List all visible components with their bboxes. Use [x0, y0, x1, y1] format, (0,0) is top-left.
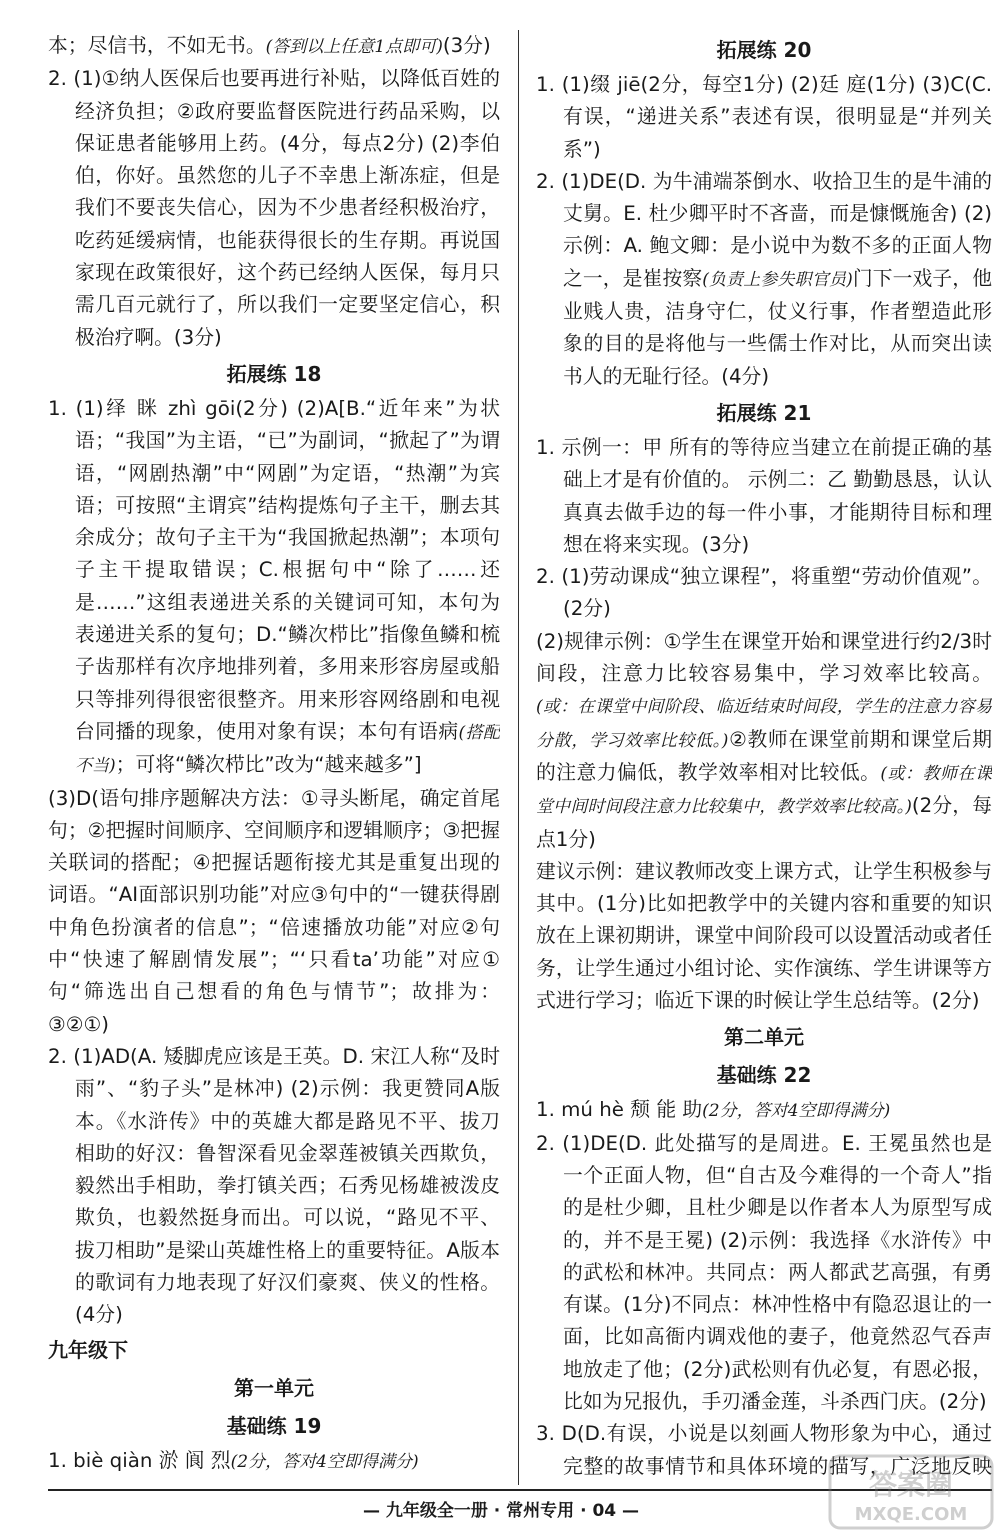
watermark-text: 答案圈	[868, 1468, 954, 1501]
answer-paragraph: 建议示例：建议教师改变上课方式，让学生积极参与其中。(1分)比如把教学中的关键内容和重要的知识放在上课初期讲，课堂中间阶段可以设置活动或者任务，让学生通过小组讨论、实作演练、学生讲课等方式进行学习；临近下课的时候让学生总结等。(2分)	[536, 859, 992, 1013]
answer-paragraph: 2. (1)DE(D. 此处描写的是周进。E. 王冕虽然也是一个正面人物，但“自古及今难得的一个奇人”指的是杜少卿，且杜少卿是以作者本人为原型写成的，并不是王冕) (2)示例：我选择《水浒传》中的武松和林冲。共同点：两人都武艺高强，有勇有谋。(1分)不同点：林冲性格中有隐忍退让的一面，比如高衙内调戏他的妻子，他竟然忍气吞声地放走了他；(2分)武松则有仇必复，有恩必报，比如为兄报仇，手刃潘金莲，斗杀西门庆。(2分)	[536, 1131, 992, 1413]
answer-note: (或：教师在课堂中间时间段注意力比较集中，教学效率比较高。)	[536, 763, 992, 818]
page-footer: — 九年级全一册 · 常州专用 · 04 —	[362, 1501, 640, 1521]
answer-note: (2分，答对4空即得满分)	[230, 1451, 419, 1472]
answer-paragraph: 1. (1)绎 眯 zhì gōi(2分) (2)A[B.“近年来”为状语；“我国”为主语，“已”为副词，“掀起了”为谓语，“网剧热潮”中“网剧”为定语，“热潮”为宾语；可按照“主谓宾”结构提炼句子主干，删去其余成分；故句子主干为“我国掀起热潮”；本项句子主干提取错误；C.根据句中“除了……还是……”这组表递进关系的关键词可知，本句为表递进关系的复句；D.“鳞次栉比”指像鱼鳞和梳子齿那样有次序地排列着，多用来形容房屋或船只等排列得很密很整齐。用来形容网络剧和电视台同播的现象，使用对象有误；本句有语病(搭配不当)；可将“鳞次栉比”改为“越来越多”]	[48, 396, 500, 777]
answer-paragraph: 2. (1)①纳人医保后也要再进行补贴，以降低百姓的经济负担；②政府要监督医院进行药品采购，以保证患者能够用上药。(4分，每点2分) (2)李伯伯，你好。虽然您的儿子不幸患上渐冻症，但是我们不要丧失信心，因为不少患者经积极治疗，吃药延缓病情，也能获得很长的生存期。再说国家现在政策很好，这个药已经纳人医保，每月只需几百元就行了，所以我们一定要坚定信心，积极治疗啊。(3分)	[48, 67, 500, 349]
answer-paragraph: 2. (1)劳动课成“独立课程”，将重塑“劳动价值观”。(2分)	[536, 565, 992, 621]
answer-paragraph: 1. biè qiàn 淤 阆 烈(2分，答对4空即得满分)	[48, 1448, 419, 1472]
answer-note: (负责上参失职官员)	[702, 269, 853, 290]
answer-paragraph: 本；尽信书，不如无书。(答到以上任意1点即可)(3分)	[48, 34, 491, 57]
answer-paragraph: 2. (1)AD(A. 矮脚虎应该是王英。D. 宋江人称“及时雨”、“豹子头”是林冲) (2)示例：我更赞同A版本。《水浒传》中的英雄大都是路见不平、拔刀相助的好汉：鲁智深看见金翠莲被镇关西欺负，毅然出手相助，拳打镇关西；石秀见杨雄被泼皮欺负，也毅然挺身而出。可以说，“路见不平、拔刀相助”是梁山英雄性格上的重要特征。A版本的歌词有力地表现了好汉们豪爽、侠义的性格。(4分)	[48, 1044, 500, 1327]
answer-paragraph	[48, 1478, 500, 1480]
section-title: 拓展练 18	[226, 361, 322, 386]
watermark-url: MXQE.COM	[854, 1504, 968, 1525]
answer-note: (或：在课堂中间阶段、临近结束时间段，学生的注意力容易分散，学习效率比较低。)	[536, 697, 992, 751]
grade-heading: 九年级下	[48, 1337, 128, 1362]
unit-title: 第二单元	[724, 1025, 804, 1050]
left-column	[48, 30, 500, 1480]
section-title: 基础练 22	[716, 1063, 812, 1088]
answer-note: (2分，答对4空即得满分)	[702, 1101, 891, 1122]
answer-note: (搭配不当)	[75, 722, 500, 777]
answer-paragraph: 3. D(D.有误，小说是以刻画人物形象为中心，通过完整的故事情节和具体环境的描写，广泛地反映	[536, 1422, 992, 1478]
answer-paragraph: 1. 示例一：甲 所有的等待应当建立在前提正确的基础上才是有价值的。 示例二：乙 勤勤恳恳，认认真真去做手边的每一件小事，才能期待目标和理想在将来实现。(3分)	[536, 435, 992, 556]
answer-paragraph: 2. (1)DE(D. 为牛浦端茶倒水、收拾卫生的是牛浦的丈舅。E. 杜少卿平时不吝啬，而是慷慨施舍) (2)示例：A. 鲍文卿：是小说中为数不多的正面人物之一，是崔按察(负责上参失职官员)门下一戏子，他业贱人贵，洁身守仁，仗义行事，作者塑造此形象的目的是将他与一些儒士作对比，从而突出读书人的无耻行径。(4分)	[536, 169, 992, 388]
answer-note: (答到以上任意1点即可)	[265, 37, 443, 57]
answer-paragraph: 1. mú hè 颓 能 助(2分，答对4空即得满分)	[536, 1098, 891, 1122]
watermark-logo	[826, 1452, 996, 1532]
answer-paragraph: (2)规律示例：①学生在课堂开始和课堂进行约2/3时间段，注意力比较容易集中，学习效率比较高。(或：在课堂中间阶段、临近结束时间段，学生的注意力容易分散，学习效率比较低。)②教师在课堂前期和课堂后期的注意力偏低，教学效率相对比较低。(或：教师在课堂中间时间段注意力比较集中，教学效率比较高。)(2分，每点1分)	[536, 629, 992, 851]
answer-paragraph: (3)D(语句排序题解决方法：①寻头断尾，确定首尾句；②把握时间顺序、空间顺序和逻辑顺序；③把握关联词的搭配；④把握话题衔接尤其是重复出现的词语。“AI面部识别功能”对应③句中的“一键获得剧中角色扮演者的信息”；“倍速播放功能”对应②句中“快速了解剧情发展”；“‘只看ta’功能”对应①句“筛选出自己想看的角色与情节”；故排为：③②①)	[48, 786, 500, 1036]
section-title: 拓展练 21	[716, 400, 812, 425]
section-title: 基础练 19	[226, 1413, 322, 1438]
column-divider	[518, 30, 519, 1485]
answer-paragraph: 1. (1)缀 jiē(2分，每空1分) (2)廷 庭(1分) (3)C(C. 有误，“递进关系”表述有误，很明显是“并列关系”)	[536, 73, 992, 161]
unit-title: 第一单元	[234, 1375, 314, 1400]
section-title: 拓展练 20	[716, 38, 812, 62]
right-column	[536, 30, 992, 1480]
